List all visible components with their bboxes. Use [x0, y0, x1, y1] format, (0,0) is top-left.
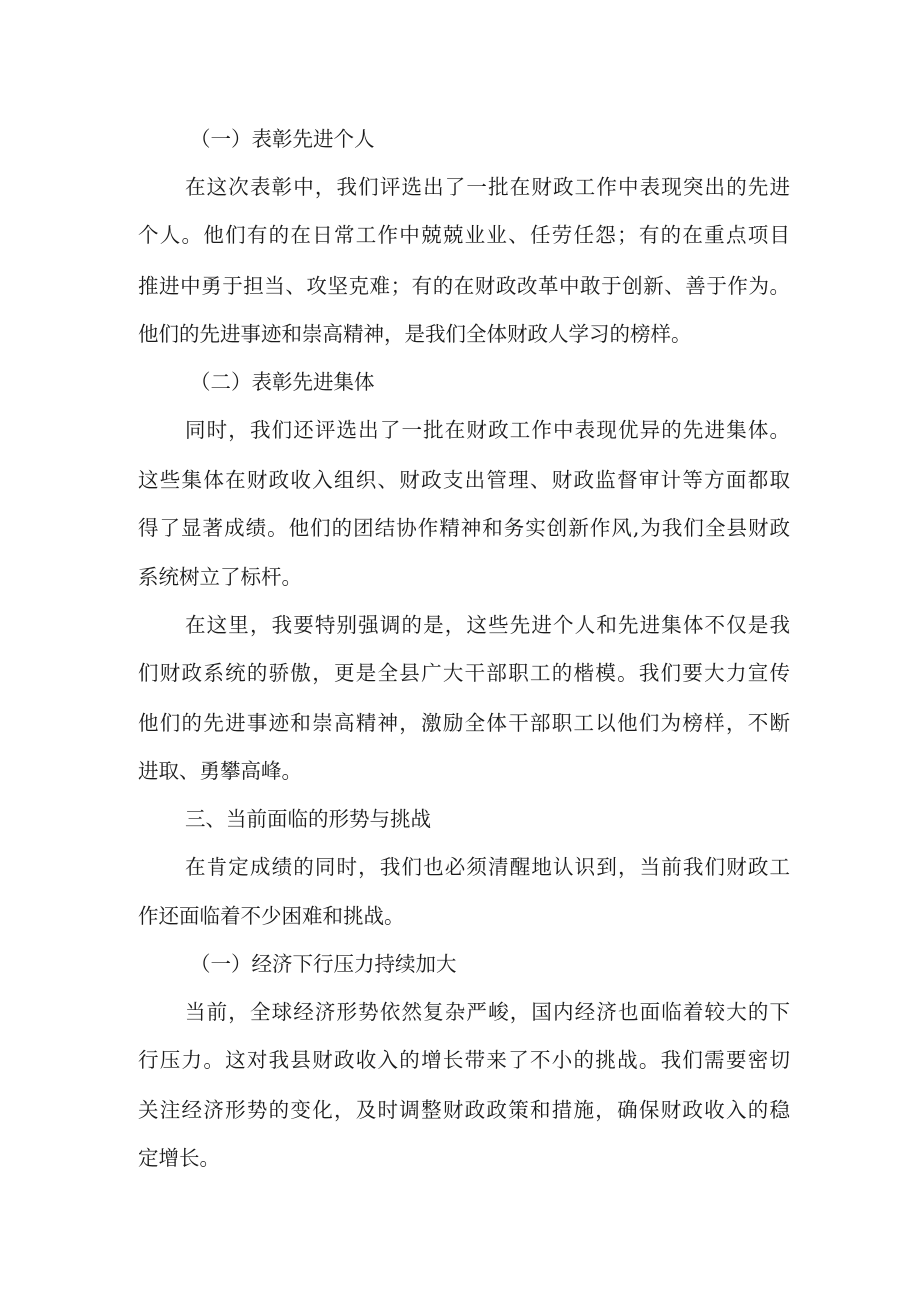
- paragraph-line: 推进中勇于担当、攻坚克难；有的在财政改革中敢于创新、善于作为。: [138, 274, 790, 298]
- chapter-heading-situation-challenges: 三、当前面临的形势与挑战: [185, 807, 431, 831]
- paragraph-line: 当前，全球经济形势依然复杂严峻，国内经济也面临着较大的下: [185, 1000, 790, 1024]
- paragraph-line: 他们的先进事迹和崇高精神，是我们全体财政人学习的榜样。: [138, 322, 692, 346]
- paragraph-line: 定增长。: [138, 1146, 220, 1170]
- paragraph-line: 进取、勇攀高峰。: [138, 759, 302, 783]
- paragraph-line: 在肯定成绩的同时，我们也必须清醒地认识到，当前我们财政工: [185, 855, 790, 879]
- paragraph-line: 行压力。这对我县财政收入的增长带来了不小的挑战。我们需要密切: [138, 1048, 790, 1072]
- section-heading-economic-pressure: （一）经济下行压力持续加大: [190, 952, 457, 976]
- paragraph-line: 在这里，我要特别强调的是，这些先进个人和先进集体不仅是我: [185, 613, 790, 637]
- section-heading-commend-collectives: （二）表彰先进集体: [190, 370, 375, 394]
- paragraph-line: 关注经济形势的变化，及时调整财政政策和措施，确保财政收入的稳: [138, 1098, 790, 1122]
- paragraph-line: 作还面临着不少困难和挑战。: [138, 904, 405, 928]
- paragraph-line: 同时，我们还评选出了一批在财政工作中表现优异的先进集体。: [185, 418, 790, 442]
- paragraph-line: 得了显著成绩。他们的团结协作精神和务实创新作风,为我们全县财政: [138, 516, 790, 540]
- section-heading-commend-individuals: （一）表彰先进个人: [190, 127, 375, 151]
- paragraph-line: 他们的先进事迹和崇高精神，激励全体干部职工以他们为榜样，不断: [138, 711, 790, 735]
- paragraph-line: 个人。他们有的在日常工作中兢兢业业、任劳任怨；有的在重点项目: [138, 223, 790, 247]
- paragraph-line: 们财政系统的骄傲，更是全县广大干部职工的楷模。我们要大力宣传: [138, 661, 790, 685]
- paragraph-line: 系统树立了标杆。: [138, 565, 302, 589]
- paragraph-line: 这些集体在财政收入组织、财政支出管理、财政监督审计等方面都取: [138, 468, 790, 492]
- paragraph-line: 在这次表彰中，我们评选出了一批在财政工作中表现突出的先进: [185, 175, 790, 199]
